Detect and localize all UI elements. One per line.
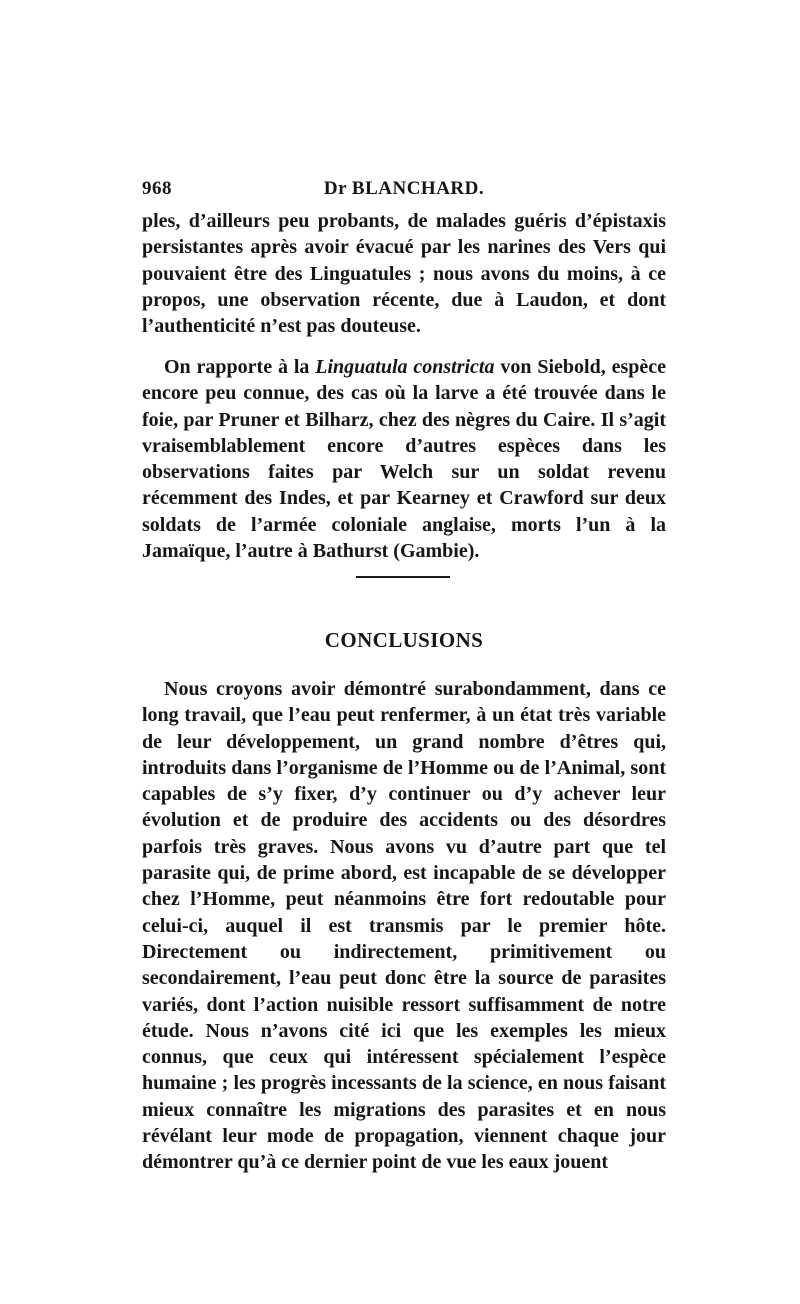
paragraph-text	[142, 354, 666, 564]
page-number: 968	[142, 178, 172, 199]
paragraph-text: Nous croyons avoir démontré surabondamment, dans ce long travail, que l’eau peut renfermer, à un état très variable de leur développement, un grand nombre d’êtres qui, introduits dans l’organisme de l’Homme ou de l’Animal, sont capables de s’y fixer, d’y continuer ou d’y achever leur évolution et de produire des accidents ou des désordres parfois très graves. Nous avons vu d’autre part que tel parasite qui, de prime abord, est incapable de se développer chez l’Homme, peut néanmoins être fort redoutable pour celui-ci, auquel il est transmis par le premier hôte. Directement ou indirectement, primitivement ou secondairement, l’eau peut donc être la source de parasites variés, dont l’action nuisible ressort suffisamment de notre étude. Nous n’avons cité ici que les exemples les mieux connus, que ceux qui intéressent spécialement l’espèce humaine ; les progrès incessants de la science, en nous faisant mieux connaître les migrations des parasites et en nous révélant leur mode de propagation, viennent chaque jour démontrer qu’à ce dernier point de vue les eaux jouent	[142, 678, 666, 1174]
paragraph-continuation	[142, 208, 666, 339]
paragraph-text: ples, d’ailleurs peu probants, de malades guéris d’épistaxis persistantes après avoir évacué par les narines des Vers qui pouvaient être des Linguatules ; nous avons du moins, à ce propos, une observation récente, due à Laudon, et dont l’authenticité n’est pas douteuse.	[142, 210, 666, 338]
section-divider	[356, 576, 450, 578]
paragraph-conclusions	[142, 676, 666, 1176]
paragraph-linguatula	[142, 354, 666, 564]
page-header	[142, 174, 666, 202]
running-head: Dr BLANCHARD.	[323, 178, 485, 199]
paragraph-fragment: On rapporte à la	[164, 356, 316, 378]
paragraph-fragment: von Siebold, espèce encore peu connue, des cas où la larve a été trouvée dans le foie, par Pruner et Bilharz, chez des nègres du Caire. Il s’agit vraisemblablement encore d’autres espèces dans les observations faites par Welch sur un soldat revenu récemment des Indes, et par Kearney et Crawford sur deux soldats de l’armée coloniale anglaise, morts l’un à la Jamaïque, l’autre à Bathurst (Gambie).	[142, 356, 666, 563]
species-name: Linguatula constricta	[315, 356, 495, 378]
section-heading: CONCLUSIONS	[324, 628, 484, 652]
